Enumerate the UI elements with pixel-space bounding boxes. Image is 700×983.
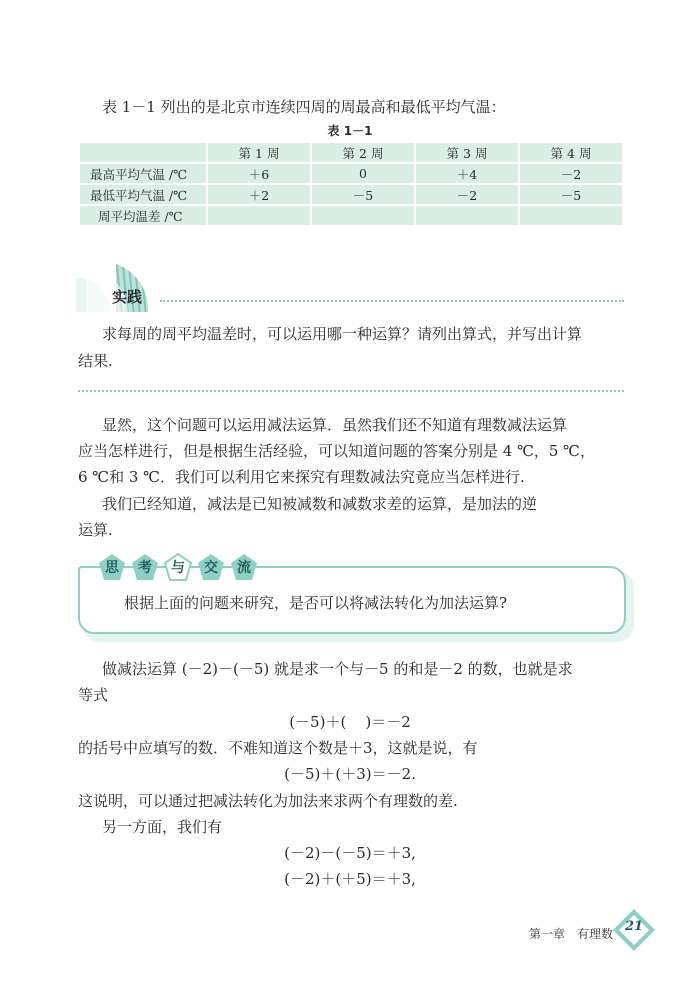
equation: (－5)＋(＋3)＝－2. bbox=[284, 765, 416, 783]
table-row-header: 最高平均气温 /℃ bbox=[79, 163, 207, 184]
table-cell: －2 bbox=[415, 184, 519, 205]
body-text-line: 另一方面，我们有 bbox=[102, 818, 223, 836]
table-cell bbox=[415, 205, 519, 226]
table-cell: ＋2 bbox=[207, 184, 311, 205]
table-row bbox=[79, 163, 623, 184]
table-cell: ＋4 bbox=[415, 163, 519, 184]
think-badge: 交 bbox=[197, 553, 225, 581]
chapter-footer: 第一章 有理数 bbox=[529, 927, 614, 941]
table-cell: －5 bbox=[311, 184, 415, 205]
body-text-line: 等式 bbox=[78, 686, 109, 704]
body-text-line: 应当怎样进行，但是根据生活经验，可以知道问题的答案分别是 4 ℃，5 ℃， bbox=[78, 442, 595, 460]
body-text-line: 运算. bbox=[78, 521, 113, 539]
practice-text-line: 求每周的周平均温差时，可以运用哪一种运算？请列出算式，并写出计算 bbox=[102, 325, 583, 343]
table-row bbox=[79, 184, 623, 205]
think-badge: 流 bbox=[230, 553, 258, 581]
table-caption: 表 1－1 bbox=[327, 124, 373, 138]
think-question: 根据上面的问题来研究，是否可以将减法转化为加法运算? bbox=[124, 594, 508, 612]
table-cell: 0 bbox=[311, 163, 415, 184]
body-text-line: 显然，这个问题可以运用减法运算．虽然我们还不知道有理数减法运算 bbox=[102, 416, 568, 434]
table-header-cell: 第 1 周 bbox=[207, 142, 311, 163]
equation: (－2)－(－5)＝＋3, bbox=[284, 844, 416, 862]
temperature-table bbox=[78, 141, 624, 227]
dotted-divider bbox=[160, 300, 624, 302]
body-text-line: 的括号中应填写的数．不难知道这个数是＋3，这就是说，有 bbox=[78, 739, 478, 757]
think-badge: 考 bbox=[131, 553, 159, 581]
think-badge: 思 bbox=[98, 553, 126, 581]
body-text-line: 这说明，可以通过把减法转化为加法来求两个有理数的差. bbox=[78, 792, 458, 810]
intro-text: 表 1－1 列出的是北京市连续四周的周最高和最低平均气温： bbox=[102, 98, 506, 116]
table-cell bbox=[311, 205, 415, 226]
dotted-divider bbox=[78, 390, 624, 392]
table-cell: －5 bbox=[519, 184, 623, 205]
table-header-cell: 第 4 周 bbox=[519, 142, 623, 163]
table-cell: －2 bbox=[519, 163, 623, 184]
page-number: 21 bbox=[624, 919, 644, 934]
table-cell bbox=[519, 205, 623, 226]
table-row-header: 周平均温差 /℃ bbox=[79, 205, 207, 226]
table-header-cell: 第 3 周 bbox=[415, 142, 519, 163]
table-row bbox=[79, 205, 623, 226]
practice-label: 实践 bbox=[112, 288, 143, 306]
equation: (－5)＋( )＝－2 bbox=[289, 713, 411, 731]
body-text-line: 6 ℃和 3 ℃．我们可以利用它来探究有理数减法究竟应当怎样进行. bbox=[78, 468, 525, 486]
body-text-line: 做减法运算 (－2)－(－5) 就是求一个与－5 的和是－2 的数，也就是求 bbox=[102, 660, 573, 678]
body-text-line: 我们已经知道，减法是已知被减数和减数求差的运算，是加法的逆 bbox=[102, 495, 538, 513]
table-header-cell: 第 2 周 bbox=[311, 142, 415, 163]
table-cell bbox=[207, 205, 311, 226]
table-header-cell bbox=[79, 142, 207, 163]
table-row-header: 最低平均气温 /℃ bbox=[79, 184, 207, 205]
practice-text-line: 结果. bbox=[78, 352, 113, 370]
table-cell: ＋6 bbox=[207, 163, 311, 184]
equation: (－2)＋(＋5)＝＋3, bbox=[284, 870, 416, 888]
think-badge: 与 bbox=[164, 553, 192, 581]
table-header-row bbox=[79, 142, 623, 163]
